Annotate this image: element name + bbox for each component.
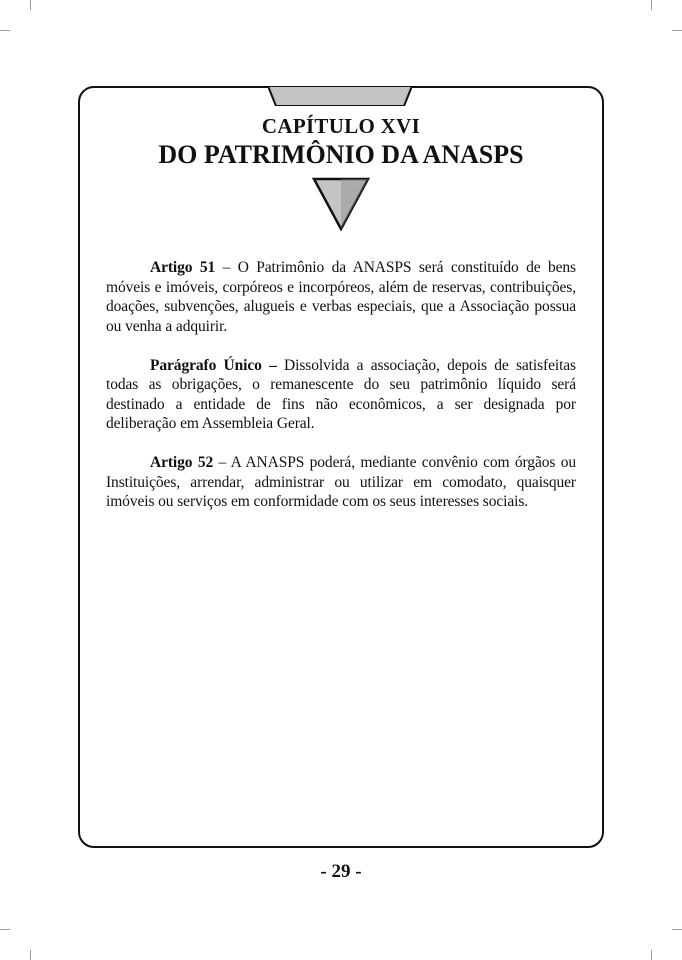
page-number: - 29 - (320, 861, 362, 882)
bottom-triangle-ornament (312, 177, 370, 231)
top-triangle-ornament (268, 86, 412, 106)
crop-mark (30, 0, 31, 10)
article-paragraph (106, 453, 576, 512)
crop-mark (651, 950, 652, 960)
paragraph-text: – O Patrimônio da ANASPS será constituído de bens móveis e imóveis, corpóreos e incorpóreos, além de reservas, contribuições, doações, subvenções, alugueis e verbas especiais, que a Associação possua ou venha a adquirir. (106, 259, 576, 335)
article-body (106, 258, 576, 531)
crop-mark (672, 929, 682, 930)
paragraph-text: – A ANASPS poderá, mediante convênio com órgãos ou Instituições, arrendar, administrar ou utilizar em comodato, quaisquer imóveis ou serviços em conformidade com os seus interesses sociais. (106, 454, 576, 510)
crop-mark (0, 30, 10, 31)
crop-mark (30, 950, 31, 960)
paragraph-lead: Parágrafo Único – (150, 356, 277, 374)
chapter-title: DO PATRIMÔNIO DA ANASPS (158, 140, 524, 169)
paragraph-lead: Artigo 51 (150, 259, 216, 276)
chapter-label: CAPÍTULO XVI (261, 114, 421, 138)
article-paragraph (106, 356, 576, 434)
crop-mark (672, 30, 682, 31)
paragraph-lead: Artigo 52 (150, 454, 214, 471)
paragraph-text: Dissolvida a associação, depois de satisfeitas todas as obrigações, o remanescente do seu patrimônio líquido será destinado a entidade de fins não econômicos, a ser designada por deliberação em Assembleia Geral. (106, 356, 576, 432)
article-paragraph (106, 258, 576, 336)
crop-mark (0, 929, 10, 930)
crop-mark (651, 0, 652, 10)
